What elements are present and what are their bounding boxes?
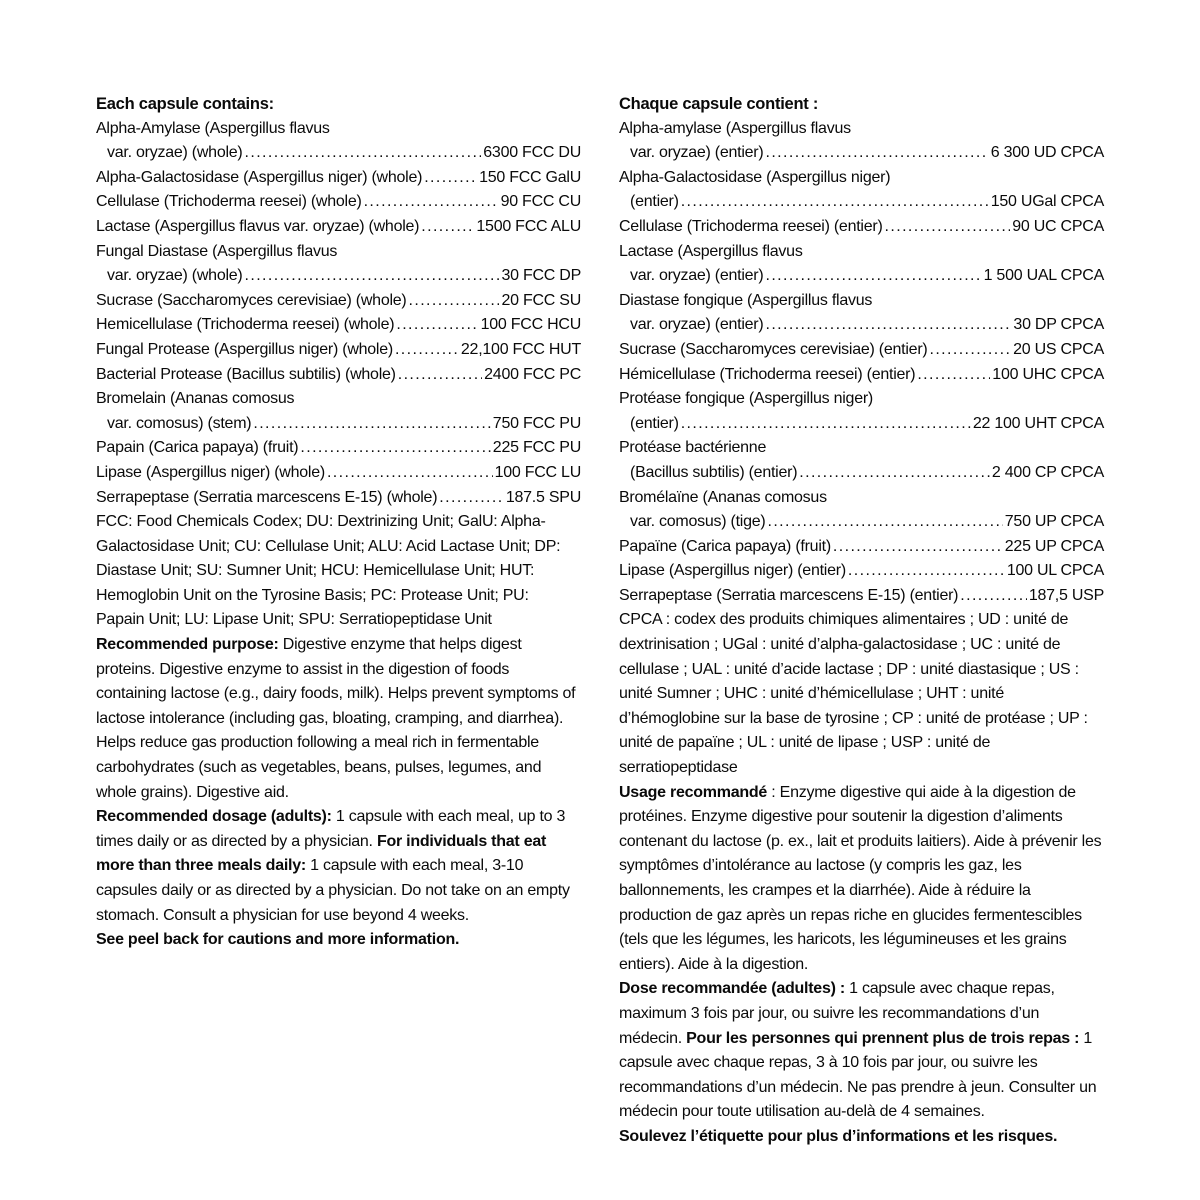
ingredient-row (619, 363, 1104, 388)
ingredient-name: Papaïne (Carica papaya) (fruit) (619, 537, 831, 555)
french-unit-legend: CPCA : codex des produits chimiques alimentaires ; UD : unité de dextrinisation ; UGal : unité d’alpha-galactosidase ; UC : unité de cellulase ; UAL : unité d’acide lactase ; DP : unité diastasique ; US : unité Sumner ; UHC : unité d’hémicellulase ; UHT : unité d’hémoglobine sur la base de tyrosine ; CP : unité de protéase ; UP : unité de papaïne ; UL : unité de lipase ; USP : unité de serratiopeptidase (619, 611, 1088, 777)
dot-leader (245, 264, 500, 289)
ingredient-row (619, 412, 1104, 437)
dot-leader (765, 141, 988, 166)
ingredient-amount: 150 UGal CPCA (990, 193, 1104, 211)
paragraph-bold-text: For individuals that eat more than three meals daily: (96, 832, 547, 875)
ingredient-amount: 2 400 CP CPCA (991, 463, 1104, 481)
ingredient-row (96, 190, 581, 215)
ingredient-row (96, 461, 581, 486)
english-column (96, 92, 581, 1150)
ingredient-name-first-line: Diastase fongique (Aspergillus flavus (619, 291, 873, 309)
dot-leader (395, 338, 459, 363)
ingredient-row (96, 338, 581, 363)
label-paragraph (96, 805, 581, 928)
ingredient-name: Fungal Protease (Aspergillus niger) (whole) (96, 340, 393, 358)
ingredient-name: Hemicellulase (Trichoderma reesei) (whole) (96, 316, 395, 334)
dot-leader (681, 412, 971, 437)
dot-leader (439, 486, 504, 511)
french-ingredient-list (619, 117, 1104, 609)
paragraph-bold-text: Soulevez l’étiquette pour plus d’informations et les risques. (619, 1127, 1058, 1145)
ingredient-amount: 100 UHC CPCA (992, 365, 1104, 383)
ingredient-row (96, 264, 581, 289)
ingredient-amount: 2400 FCC PC (484, 365, 581, 383)
ingredient-name-first-line: Protéase bactérienne (619, 439, 767, 457)
ingredient-row (96, 412, 581, 437)
ingredient-name: var. oryzae) (entier) (630, 144, 764, 162)
french-column (619, 92, 1104, 1150)
paragraph-bold-text: Dose recommandée (adultes) : (619, 980, 850, 998)
ingredient-name-first-line: Bromelain (Ananas comosus (96, 390, 295, 408)
ingredient-row (619, 338, 1104, 363)
ingredient-row (619, 461, 1104, 486)
ingredient-amount: 750 FCC PU (492, 414, 581, 432)
ingredient-name-first-line: Lactase (Aspergillus flavus (619, 242, 803, 260)
paragraph-text: 1 capsule with each meal, up to 3 times daily or as directed by a physician. (96, 808, 566, 850)
ingredient-amount: 1500 FCC ALU (476, 217, 581, 235)
ingredient-name: var. oryzae) (entier) (630, 267, 764, 285)
ingredient-row (96, 313, 581, 338)
ingredient-name: Cellulase (Trichoderma reesei) (entier) (619, 217, 883, 235)
paragraph-text: 1 capsule avec chaque repas, maximum 3 fois par jour, ou suivre les recommandations d’un médecin. (619, 980, 1055, 1047)
ingredient-name-first-line: Bromélaïne (Ananas comosus (619, 488, 827, 506)
ingredient-name: Lipase (Aspergillus niger) (whole) (96, 463, 325, 481)
ingredient-amount: 100 FCC HCU (480, 316, 581, 334)
ingredient-amount: 150 FCC GalU (479, 168, 581, 186)
ingredient-row (96, 289, 581, 314)
paragraph-bold-text: See peel back for cautions and more information. (96, 931, 460, 949)
ingredient-row (619, 559, 1104, 584)
ingredient-name: Papain (Carica papaya) (fruit) (96, 439, 299, 457)
paragraph-text: Digestive enzyme that helps digest proteins. Digestive enzyme to assist in the digestion of foods containing lactose (e.g., dairy foods, milk). Helps prevent symptoms of lactose intolerance (including gas, bloating, cramping, and diarrhea). Helps reduce gas production following a meal rich in fermentable carbohydrates (such as vegetables, beans, pulses, legumes, and whole grains). Digestive aid. (96, 636, 576, 801)
label-paragraph (96, 633, 581, 805)
ingredient-amount: 22 100 UHT CPCA (972, 414, 1104, 432)
label-paragraph (619, 781, 1104, 978)
ingredient-name-first-line: Fungal Diastase (Aspergillus flavus (96, 242, 338, 260)
ingredient-amount: 30 DP CPCA (1013, 316, 1104, 334)
ingredient-amount: 187,5 USP (1028, 586, 1104, 604)
ingredient-amount: 30 FCC DP (501, 267, 581, 285)
ingredient-row (619, 215, 1104, 240)
dot-leader (409, 289, 500, 314)
paragraph-bold-text: Recommended dosage (adults): (96, 808, 336, 826)
dot-leader (885, 215, 1011, 240)
ingredient-amount: 225 FCC PU (492, 439, 581, 457)
ingredient-row (96, 486, 581, 511)
ingredient-amount: 100 UL CPCA (1006, 562, 1104, 580)
ingredient-name: (entier) (630, 414, 679, 432)
ingredient-row (619, 510, 1104, 535)
ingredient-amount: 20 FCC SU (501, 291, 581, 309)
dot-leader (765, 313, 1011, 338)
ingredient-amount: 6 300 UD CPCA (990, 144, 1104, 162)
ingredient-name: Sucrase (Saccharomyces cerevisiae) (whole) (96, 291, 407, 309)
paragraph-text: 1 capsule avec chaque repas, 3 à 10 fois par jour, ou suivre les recommandations d’un médecin. Ne pas prendre à jeun. Consulter un médecin pour toute utilisation au-delà de 4 semaines. (619, 1029, 1097, 1121)
ingredient-name: var. oryzae) (entier) (630, 316, 764, 334)
ingredient-name: var. oryzae) (whole) (107, 144, 243, 162)
dot-leader (848, 559, 1005, 584)
ingredient-amount: 20 US CPCA (1013, 340, 1104, 358)
ingredient-amount: 90 UC CPCA (1012, 217, 1104, 235)
ingredient-amount: 1 500 UAL CPCA (983, 267, 1104, 285)
dot-leader (799, 461, 990, 486)
label-paragraph (619, 1125, 1104, 1150)
dot-leader (767, 510, 1002, 535)
paragraph-bold-text: Pour les personnes qui prennent plus de trois repas : (686, 1029, 1084, 1047)
ingredient-row (619, 141, 1104, 166)
ingredient-amount: 22,100 FCC HUT (460, 340, 581, 358)
paragraph-bold-text: Recommended purpose: (96, 636, 283, 654)
label-paragraph (619, 977, 1104, 1125)
ingredient-name: var. comosus) (tige) (630, 513, 766, 531)
english-ingredient-list (96, 117, 581, 511)
dot-leader (681, 190, 989, 215)
ingredient-row (619, 584, 1104, 609)
ingredient-name-first-line: Alpha-Galactosidase (Aspergillus niger) (619, 168, 891, 186)
ingredient-row (96, 215, 581, 240)
ingredient-amount: 6300 FCC DU (483, 144, 581, 162)
dot-leader (300, 436, 490, 461)
ingredient-name-first-line: Alpha-amylase (Aspergillus flavus (619, 119, 851, 137)
paragraph-text: : Enzyme digestive qui aide à la digestion de protéines. Enzyme digestive pour soutenir la digestion d’aliments contenant du lactose (p. ex., lait et produits laitiers). Aide à prévenir les symptômes d’intolérance au lactose (y compris les gaz, les ballonnements, les crampes et la diarrhée). Aide à réduire la production de gaz après un repas riche en glucides fermentescibles (tels que les légumes, les haricots, les légumineuses et les grains entiers). Aide à la digestion. (619, 783, 1102, 973)
dot-leader (960, 584, 1027, 609)
ingredient-row (96, 166, 581, 191)
dot-leader (398, 363, 482, 388)
french-heading: Chaque capsule contient : (619, 95, 819, 113)
ingredient-name: Sucrase (Saccharomyces cerevisiae) (entier) (619, 340, 928, 358)
dot-leader (327, 461, 493, 486)
french-paragraphs (619, 781, 1104, 1150)
ingredient-name-first-line: Protéase fongique (Aspergillus niger) (619, 390, 874, 408)
ingredient-amount: 187.5 SPU (505, 488, 581, 506)
dot-leader (396, 313, 478, 338)
ingredient-row (96, 141, 581, 166)
dot-leader (245, 141, 482, 166)
ingredient-name: Serrapeptase (Serratia marcescens E-15) (whole) (96, 488, 438, 506)
ingredient-amount: 90 FCC CU (500, 193, 581, 211)
english-paragraphs (96, 633, 581, 953)
ingredient-row (96, 363, 581, 388)
dot-leader (833, 535, 1003, 560)
english-heading: Each capsule contains: (96, 95, 274, 113)
paragraph-text: 1 capsule with each meal, 3-10 capsules daily or as directed by a physician. Do not take on an empty stomach. Consult a physician for use beyond 4 weeks. (96, 857, 570, 924)
ingredient-name: Alpha-Galactosidase (Aspergillus niger) (whole) (96, 168, 423, 186)
dot-leader (917, 363, 990, 388)
dot-leader (929, 338, 1011, 363)
ingredient-name: (entier) (630, 193, 679, 211)
dot-leader (424, 166, 477, 191)
ingredient-name: Cellulase (Trichoderma reesei) (whole) (96, 193, 362, 211)
ingredient-row (96, 436, 581, 461)
english-unit-legend: FCC: Food Chemicals Codex; DU: Dextrinizing Unit; GalU: Alpha-Galactosidase Unit; CU: Cellulase Unit; ALU: Acid Lactase Unit; DP: Diastase Unit; SU: Sumner Unit; HCU: Hemicellulase Unit; HUT: Hemoglobin Unit on the Tyrosine Basis; PC: Protease Unit; PU: Papain Unit; LU: Lipase Unit; SPU: Serratiopeptidase Unit (96, 513, 561, 629)
ingredient-name: Lactase (Aspergillus flavus var. oryzae) (whole) (96, 217, 420, 235)
ingredient-amount: 750 UP CPCA (1004, 513, 1104, 531)
label-paragraph (96, 928, 581, 953)
ingredient-name: var. comosus) (stem) (107, 414, 252, 432)
dot-leader (421, 215, 474, 240)
ingredient-amount: 225 UP CPCA (1004, 537, 1104, 555)
dot-leader (253, 412, 490, 437)
ingredient-name: Lipase (Aspergillus niger) (entier) (619, 562, 846, 580)
ingredient-name-first-line: Alpha-Amylase (Aspergillus flavus (96, 119, 330, 137)
dot-leader (364, 190, 499, 215)
paragraph-bold-text: Usage recommandé (619, 783, 768, 801)
ingredient-row (619, 535, 1104, 560)
ingredient-name: var. oryzae) (whole) (107, 267, 243, 285)
ingredient-name: Bacterial Protease (Bacillus subtilis) (whole) (96, 365, 396, 383)
ingredient-name: (Bacillus subtilis) (entier) (630, 463, 798, 481)
ingredient-name: Serrapeptase (Serratia marcescens E-15) (entier) (619, 586, 959, 604)
dot-leader (765, 264, 981, 289)
ingredient-row (619, 313, 1104, 338)
ingredient-amount: 100 FCC LU (494, 463, 581, 481)
ingredient-name: Hémicellulase (Trichoderma reesei) (entier) (619, 365, 916, 383)
ingredient-row (619, 190, 1104, 215)
ingredient-row (619, 264, 1104, 289)
